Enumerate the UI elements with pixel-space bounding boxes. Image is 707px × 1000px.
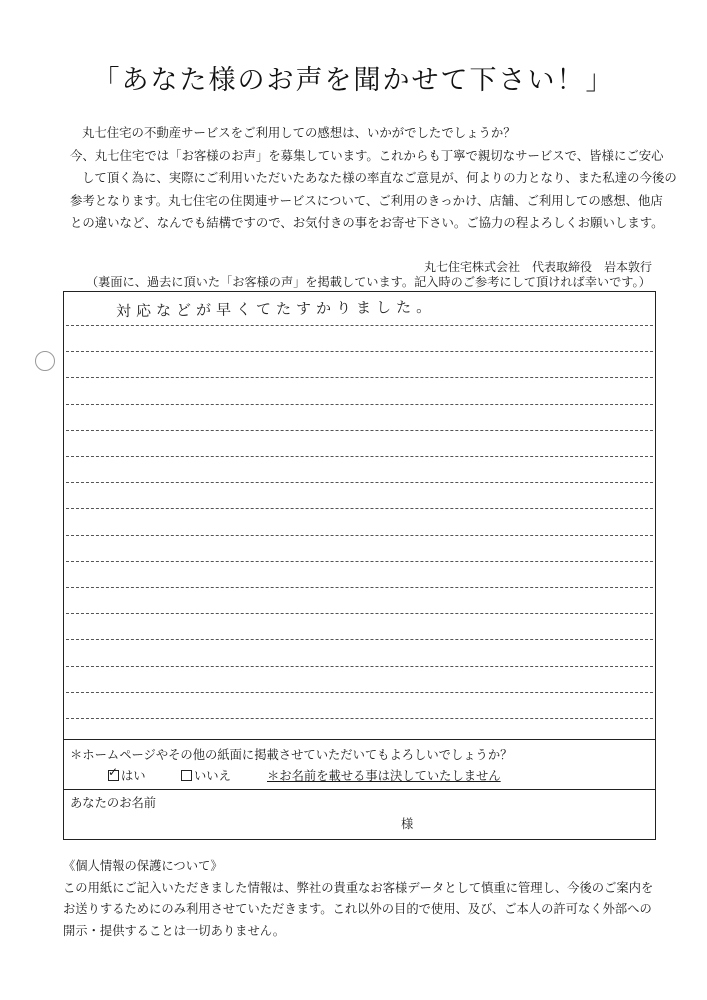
comment-area[interactable] <box>64 292 655 739</box>
privacy-heading: 《個人情報の保護について》 <box>63 859 223 873</box>
back-note: （裏面に、過去に頂いた「お客様の声」を掲載しています。記入時のご参考にして頂ければ幸いです。） <box>86 275 651 289</box>
intro-text <box>70 122 677 235</box>
privacy-line: 開示・提供することは一切ありません。 <box>63 923 286 938</box>
ruled-line <box>66 482 653 483</box>
consent-no-option[interactable] <box>181 766 231 784</box>
consent-yes-option[interactable] <box>108 766 146 784</box>
ruled-line <box>66 718 653 719</box>
privacy-section <box>63 856 673 942</box>
page-title: 「あなた様のお声を聞かせて下さい！」 <box>92 65 615 96</box>
ruled-line <box>66 377 653 378</box>
intro-line: 参考となります。丸七住宅の住関連サービスについて、ご利用のきっかけ、店舗、ご利用しての感想、他店 <box>70 192 663 208</box>
handwritten-comment: 対応などが早くてたすかりました。 <box>115 297 437 321</box>
ruled-line <box>66 404 653 405</box>
ruled-line <box>66 587 653 588</box>
consent-question: ＊ホームページやその他の紙面に掲載させていただいてもよろしいでしょうか？ <box>70 748 513 762</box>
check-icon: ✓ <box>108 765 119 779</box>
intro-line: して頂く為に、実際にご利用いただいたあなた様の率直なご意見が、何よりの力となり、また私達の今後の <box>82 170 677 186</box>
intro-line: との違いなど、なんでも結構ですので、お気付きの事をお寄せ下さい。ご協力の程よろしくお願いします。 <box>70 215 664 231</box>
consent-section <box>64 739 655 790</box>
ruled-line <box>66 456 653 457</box>
name-field[interactable] <box>64 789 655 842</box>
name-privacy-note: ＊お名前を載せる事は決していたしません <box>267 769 501 783</box>
ruled-line <box>66 535 653 536</box>
comment-form <box>63 291 656 840</box>
name-label: あなたのお名前 <box>70 796 157 810</box>
ruled-line <box>66 325 653 326</box>
ruled-line <box>66 508 653 509</box>
ruled-line <box>66 561 653 562</box>
signature: 丸七住宅株式会社 代表取締役 岩本敦行 <box>423 260 652 274</box>
intro-line: 今、丸七住宅では「お客様のお声」を募集しています。これからも丁寧で親切なサービスで、皆様にご安心 <box>70 147 664 163</box>
checkbox-yes[interactable] <box>108 765 119 781</box>
privacy-line: お送りするためにのみ利用させていただきます。これ以外の目的で使用、及び、ご本人の許可なく外部への <box>63 902 652 916</box>
consent-no-label: いいえ <box>194 769 231 783</box>
name-suffix: 様 <box>401 817 414 831</box>
ruled-line <box>66 639 653 640</box>
ruled-line <box>66 351 653 352</box>
ruled-line <box>66 430 653 431</box>
intro-line: 丸七住宅の不動産サービスをご利用しての感想は、いかがでしたでしょうか？ <box>82 125 516 140</box>
ruled-line <box>66 613 653 614</box>
privacy-line: この用紙にご記入いただきました情報は、弊社の貴重なお客様データとして慎重に管理し、今後のご案内を <box>63 880 654 895</box>
consent-yes-label: はい <box>121 769 146 783</box>
ruled-line <box>66 666 653 667</box>
punch-hole <box>35 351 55 371</box>
ruled-line <box>66 692 653 693</box>
checkbox-no[interactable] <box>181 770 192 781</box>
